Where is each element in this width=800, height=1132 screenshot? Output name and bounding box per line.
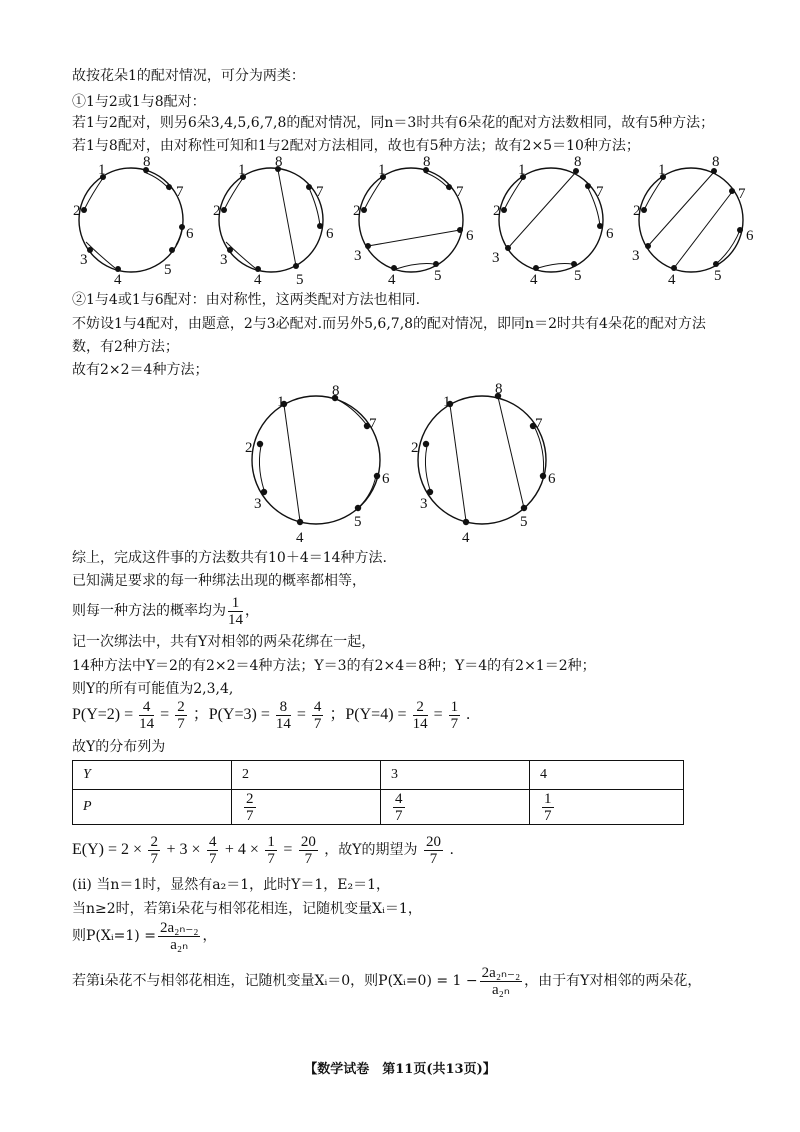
fraction xyxy=(276,699,291,732)
figure-label: 2 xyxy=(411,440,419,456)
denominator: a₂ₙ xyxy=(491,981,510,998)
denominator: 7 xyxy=(177,715,185,732)
numerator: 2 xyxy=(177,698,185,715)
denominator: a₂ₙ xyxy=(170,936,189,953)
figure-label: 7 xyxy=(738,186,746,202)
fraction xyxy=(158,920,201,953)
figure-label: 5 xyxy=(434,268,442,284)
text-line: 数，有2种方法； xyxy=(72,339,179,355)
fraction xyxy=(299,834,318,867)
math-fragment: = xyxy=(160,706,170,723)
figure-label: 6 xyxy=(746,228,754,244)
figure-label: 6 xyxy=(548,471,556,487)
figure-label: 4 xyxy=(296,530,304,546)
fraction-1-14 xyxy=(228,595,243,628)
figure-label: 4 xyxy=(254,272,262,288)
math-fragment: ；P(Y=3) = xyxy=(192,706,270,723)
table-cell xyxy=(530,790,684,825)
pairing-figures-row-1 xyxy=(68,154,754,288)
figure-label: 7 xyxy=(596,184,604,200)
circle-figure-4 xyxy=(492,154,614,288)
table-row xyxy=(73,761,684,790)
figure-label: 2 xyxy=(493,203,501,219)
figure-label: 5 xyxy=(520,514,528,530)
text-line: 若1与8配对，由对称性可知和1与2配对方法相同，故也有5种方法；故有2×5＝10种方法； xyxy=(72,138,640,154)
circle-figure-2 xyxy=(213,154,334,288)
text-line: (ii) 当n＝1时，显然有a₂＝1，此时Y＝1，E₂＝1， xyxy=(72,877,391,893)
text-line: ①1与2或1与8配对： xyxy=(72,94,206,110)
figure-label: 8 xyxy=(712,154,720,170)
denominator: 7 xyxy=(429,850,438,867)
numerator: 2 xyxy=(413,699,428,716)
circle-figure-5 xyxy=(632,154,754,288)
numerator: 4 xyxy=(208,833,217,850)
text-fragment: ， xyxy=(245,603,259,619)
text-line xyxy=(72,962,701,1000)
fraction xyxy=(413,699,428,732)
table-cell xyxy=(381,790,530,825)
text-line: 当n≥2时，若第i朵花与相邻花相连，记随机变量Xᵢ＝1， xyxy=(72,901,422,917)
pairing-figures-row-2 xyxy=(240,380,570,545)
table-cell: 4 xyxy=(530,761,684,790)
circle-figure-7 xyxy=(411,381,556,546)
denominator: 7 xyxy=(544,807,552,824)
text-line: ②1与4或1与6配对：由对称性，这两类配对方法也相同. xyxy=(72,292,421,308)
denominator: 7 xyxy=(395,807,403,824)
figure-label: 2 xyxy=(213,203,221,219)
text-line: 则Y的所有可能值为2,3,4, xyxy=(72,681,234,697)
figure-label: 6 xyxy=(466,228,474,244)
text-line: 故按花朵1的配对情况，可分为两类： xyxy=(72,68,305,84)
figure-label: 8 xyxy=(143,154,151,170)
fraction xyxy=(480,965,523,998)
numerator: 1 xyxy=(228,595,243,612)
numerator: 4 xyxy=(395,790,403,807)
figure-label: 1 xyxy=(443,394,451,410)
denominator: 14 xyxy=(228,611,243,628)
figure-label: 1 xyxy=(98,162,106,178)
figure-label: 6 xyxy=(382,471,390,487)
fraction xyxy=(542,791,554,824)
expectation-line xyxy=(72,832,454,868)
figure-label: 2 xyxy=(73,203,81,219)
text-line: 故有2×2＝4种方法； xyxy=(72,362,209,378)
numerator: 2 xyxy=(246,790,254,807)
denominator: 7 xyxy=(267,850,275,867)
table-cell: Y xyxy=(73,761,232,790)
denominator: 7 xyxy=(304,850,313,867)
figure-label: 4 xyxy=(114,272,122,288)
fraction xyxy=(148,834,160,867)
figure-label: 2 xyxy=(245,440,253,456)
denominator: 14 xyxy=(412,715,428,732)
text-line: 记一次绑法中，共有Y对相邻的两朵花绑在一起， xyxy=(72,634,376,650)
table-cell: 2 xyxy=(232,761,381,790)
figure-label: 5 xyxy=(354,514,362,530)
denominator: 7 xyxy=(208,850,217,867)
math-fragment: E(Y) = 2 × xyxy=(72,841,143,858)
text-fragment: ，由于有Y对相邻的两朵花， xyxy=(524,973,702,989)
text-line xyxy=(72,594,259,628)
text-line: 不妨设1与4配对，由题意，2与3必配对.而另外5,6,7,8的配对情况，即同n＝2时共有4朵花的配对方法 xyxy=(72,316,706,332)
figure-label: 4 xyxy=(462,530,470,546)
numerator: 2a₂ₙ₋₂ xyxy=(481,964,521,981)
table-row xyxy=(73,790,684,825)
figure-label: 7 xyxy=(456,184,464,200)
figure-label: 6 xyxy=(606,226,614,242)
text-line: 综上，完成这件事的方法数共有10＋4＝14种方法. xyxy=(72,550,387,566)
denominator: 14 xyxy=(275,715,291,732)
table-cell: 3 xyxy=(381,761,530,790)
fraction xyxy=(139,699,154,732)
numerator: 2 xyxy=(150,833,158,850)
text-line: 故Y的分布列为 xyxy=(72,739,166,755)
figure-label: 1 xyxy=(238,162,246,178)
math-fragment: = xyxy=(296,706,306,723)
figure-label: 8 xyxy=(574,154,582,170)
figure-label: 5 xyxy=(714,268,722,284)
text-fragment: . xyxy=(449,842,454,858)
figure-label: 7 xyxy=(535,416,543,432)
denominator: 7 xyxy=(450,715,459,732)
figure-label: 4 xyxy=(388,272,396,288)
fraction xyxy=(393,791,405,824)
text-line xyxy=(72,917,216,955)
numerator: 8 xyxy=(276,699,291,716)
fraction xyxy=(244,791,256,824)
text-fragment: 则P(Xᵢ=1) = xyxy=(72,928,156,944)
figure-label: 2 xyxy=(353,203,361,219)
text-fragment: 若第i朵花不与相邻花相连，记随机变量Xᵢ＝0，则P(Xᵢ=0) = 1 − xyxy=(72,973,478,989)
fraction xyxy=(265,834,277,867)
fraction xyxy=(207,834,219,867)
figure-label: 3 xyxy=(254,496,262,512)
math-fragment: ；P(Y=4) = xyxy=(329,706,407,723)
figure-label: 8 xyxy=(495,381,503,397)
figure-label: 1 xyxy=(277,394,285,410)
text-fragment: ， xyxy=(202,928,217,944)
figure-label: 3 xyxy=(80,252,88,268)
text-line: 已知满足要求的每一种绑法出现的概率都相等， xyxy=(72,573,366,589)
text-line: 若1与2配对，则另6朵3,4,5,6,7,8的配对情况，同n＝3时共有6朵花的配对方法数相同，故有5种方法； xyxy=(72,115,715,131)
math-fragment: P(Y=2) = xyxy=(72,706,134,723)
figure-label: 4 xyxy=(530,272,538,288)
circle-figure-3 xyxy=(353,154,474,288)
probability-line xyxy=(72,697,470,733)
math-fragment: . xyxy=(466,706,471,723)
numerator: 20 xyxy=(425,833,441,850)
text-line: 14种方法中Y＝2的有2×2＝4种方法；Y＝3的有2×4＝8种；Y＝4的有2×1＝2种； xyxy=(72,658,596,674)
figure-label: 7 xyxy=(369,416,377,432)
figure-label: 8 xyxy=(275,154,283,170)
figure-label: 3 xyxy=(220,252,228,268)
figure-label: 6 xyxy=(326,226,334,242)
circle-figure-6 xyxy=(245,383,390,546)
math-fragment: = xyxy=(283,841,293,858)
figure-label: 1 xyxy=(378,162,386,178)
math-fragment: + 3 × xyxy=(166,841,201,858)
math-fragment: = xyxy=(433,706,443,723)
numerator: 1 xyxy=(450,698,459,715)
numerator: 1 xyxy=(267,833,275,850)
text-fragment: 则每一种方法的概率均为 xyxy=(72,603,226,619)
figure-label: 3 xyxy=(632,248,640,264)
figure-label: 7 xyxy=(176,184,184,200)
figure-label: 3 xyxy=(420,496,428,512)
figure-label: 8 xyxy=(332,383,340,399)
figure-label: 3 xyxy=(354,248,362,264)
page-footer: 【数学试卷 第11页(共13页)】 xyxy=(304,1062,496,1077)
denominator: 7 xyxy=(313,715,322,732)
figure-label: 8 xyxy=(423,154,431,170)
figure-label: 2 xyxy=(633,203,641,219)
denominator: 7 xyxy=(150,850,158,867)
numerator: 4 xyxy=(139,699,154,716)
figure-label: 4 xyxy=(668,272,676,288)
figure-label: 7 xyxy=(316,184,324,200)
figure-label: 5 xyxy=(296,272,304,288)
fraction xyxy=(312,699,324,732)
figure-label: 3 xyxy=(492,250,500,266)
fraction xyxy=(424,834,443,867)
figure-label: 5 xyxy=(574,268,582,284)
numerator: 4 xyxy=(313,698,322,715)
numerator: 2a₂ₙ₋₂ xyxy=(159,919,199,936)
numerator: 1 xyxy=(544,790,552,807)
text-fragment: ，故Y的期望为 xyxy=(324,842,418,858)
circle-figure-1 xyxy=(73,154,194,288)
denominator: 7 xyxy=(246,807,254,824)
figure-label: 6 xyxy=(186,226,194,242)
denominator: 14 xyxy=(139,715,155,732)
figure-label: 1 xyxy=(518,162,526,178)
table-cell xyxy=(232,790,381,825)
math-fragment: + 4 × xyxy=(224,841,259,858)
figure-label: 1 xyxy=(658,162,666,178)
fraction xyxy=(175,699,187,732)
figure-label: 5 xyxy=(164,262,172,278)
distribution-table xyxy=(72,760,684,825)
numerator: 20 xyxy=(300,833,316,850)
table-cell: P xyxy=(73,790,232,825)
fraction xyxy=(449,699,461,732)
